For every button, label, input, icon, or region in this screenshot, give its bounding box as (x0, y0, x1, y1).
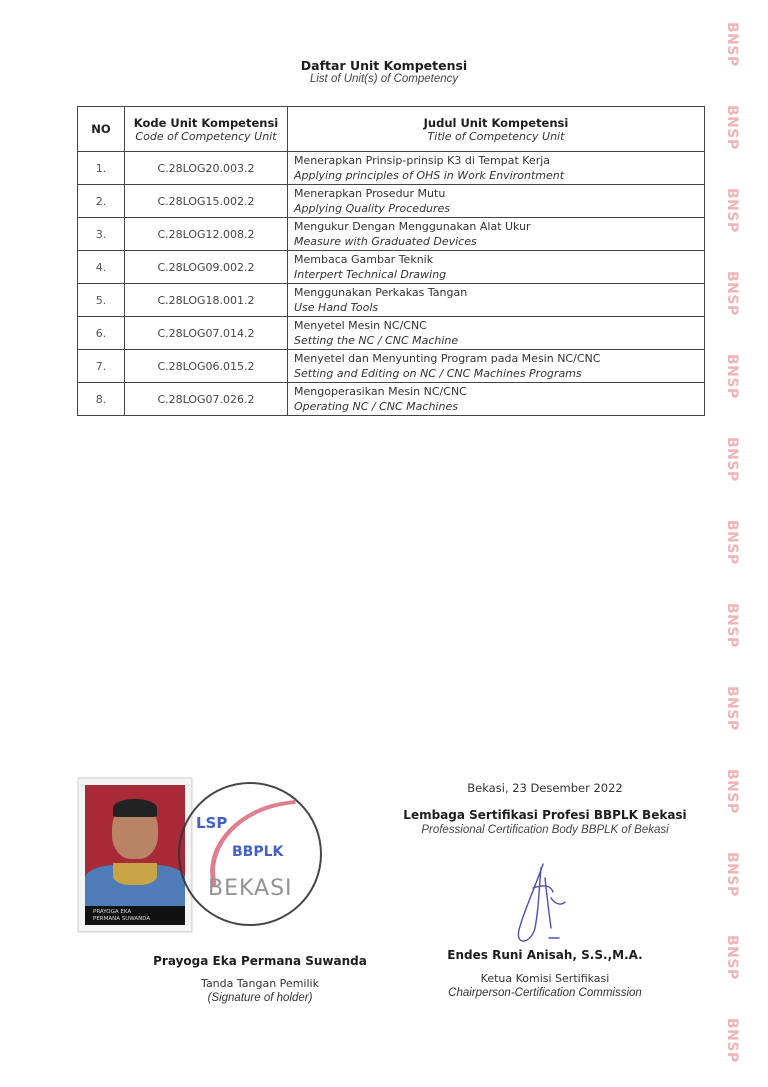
stamp-line3: BEKASI (208, 876, 293, 901)
bnsp-watermark: BNSP (724, 22, 740, 67)
photo-caption-line2: PERMANA SUWANDA (93, 916, 151, 922)
stamp-line1: LSP (196, 814, 228, 832)
bnsp-watermark: BNSP (724, 1018, 740, 1063)
holder-role: Tanda Tangan Pemilik (201, 977, 319, 990)
row-title-en: Applying Quality Procedures (294, 202, 451, 215)
row-title-en: Measure with Graduated Devices (294, 235, 477, 248)
holder-photo (85, 785, 185, 925)
signatory-role: Ketua Komisi Sertifikasi (480, 972, 610, 985)
photo-collar (113, 863, 157, 885)
header-code-id: Kode Unit Kompetensi (133, 115, 279, 130)
row-title (288, 185, 705, 218)
photo-caption-line1: PRAYOGA EKA (93, 909, 132, 915)
official-stamp (178, 782, 322, 926)
table-header-row (78, 107, 705, 152)
row-no: 4. (78, 251, 125, 284)
row-title (288, 284, 705, 317)
stamp-logo-arc-icon (201, 800, 305, 887)
row-code: C.28LOG12.008.2 (125, 218, 288, 251)
row-title-id: Menyetel dan Menyunting Program pada Mesin NC/CNC (294, 352, 601, 365)
table-row (78, 251, 705, 284)
bnsp-watermark: BNSP (724, 105, 740, 150)
row-title (288, 317, 705, 350)
table-row (78, 317, 705, 350)
row-title-id: Menggunakan Perkakas Tangan (294, 286, 468, 299)
bnsp-watermark: BNSP (724, 437, 740, 482)
row-title-id: Membaca Gambar Teknik (294, 253, 434, 266)
table-row (78, 218, 705, 251)
row-no: 5. (78, 284, 125, 317)
competency-table (77, 106, 705, 416)
table-row (78, 350, 705, 383)
row-code: C.28LOG15.002.2 (125, 185, 288, 218)
header-code-en: Code of Competency Unit (135, 129, 277, 143)
row-code: C.28LOG07.026.2 (125, 383, 288, 416)
photo-hair (113, 799, 157, 817)
row-title-en: Setting the NC / CNC Machine (294, 334, 459, 347)
row-title (288, 251, 705, 284)
issuer-org: Lembaga Sertifikasi Profesi BBPLK Bekasi (403, 808, 687, 822)
bnsp-watermark: BNSP (724, 852, 740, 897)
bnsp-watermark: BNSP (724, 188, 740, 233)
bnsp-watermark: BNSP (724, 935, 740, 980)
row-no: 2. (78, 185, 125, 218)
stamp-line2: BBPLK (232, 844, 284, 860)
header-title (288, 107, 705, 152)
page-title: Daftar Unit Kompetensi (300, 58, 468, 73)
row-title (288, 383, 705, 416)
bnsp-watermark: BNSP (724, 520, 740, 565)
row-title-en: Setting and Editing on NC / CNC Machines Programs (294, 367, 582, 380)
bnsp-watermark: BNSP (724, 603, 740, 648)
bnsp-watermark: BNSP (724, 686, 740, 731)
photo-caption (85, 906, 185, 925)
row-no: 6. (78, 317, 125, 350)
row-title-id: Mengukur Dengan Menggunakan Alat Ukur (294, 220, 531, 233)
header-title-en: Title of Competency Unit (427, 129, 565, 143)
header-no (78, 107, 125, 152)
row-title-id: Menerapkan Prosedur Mutu (294, 187, 446, 200)
row-no: 7. (78, 350, 125, 383)
bnsp-watermark: BNSP (724, 354, 740, 399)
signatory-role-en: Chairperson-Certification Commission (448, 987, 642, 999)
holder-name: Prayoga Eka Permana Suwanda (153, 954, 367, 968)
row-title-id: Menerapkan Prinsip-prinsip K3 di Tempat Kerja (294, 154, 551, 167)
bnsp-watermark: BNSP (724, 271, 740, 316)
header-no-label: NO (91, 122, 111, 136)
row-code: C.28LOG07.014.2 (125, 317, 288, 350)
row-title-en: Interpert Technical Drawing (294, 268, 447, 281)
signatory-name: Endes Runi Anisah, S.S.,M.A. (447, 948, 643, 962)
row-title (288, 218, 705, 251)
issue-date: Bekasi, 23 Desember 2022 (467, 781, 623, 795)
row-title-en: Use Hand Tools (294, 301, 379, 314)
table-row (78, 185, 705, 218)
row-code: C.28LOG09.002.2 (125, 251, 288, 284)
row-title-id: Mengoperasikan Mesin NC/CNC (294, 385, 467, 398)
bnsp-watermark: BNSP (724, 769, 740, 814)
header-title-id: Judul Unit Kompetensi (423, 115, 569, 130)
holder-role-en: (Signature of holder) (207, 992, 313, 1004)
header-code (125, 107, 288, 152)
row-code: C.28LOG18.001.2 (125, 284, 288, 317)
row-code: C.28LOG06.015.2 (125, 350, 288, 383)
row-title-en: Applying principles of OHS in Work Environtment (294, 169, 565, 182)
signature-icon (505, 858, 575, 948)
page-subtitle: List of Unit(s) of Competency (309, 73, 459, 85)
holder-photo-frame (78, 778, 192, 932)
row-title (288, 350, 705, 383)
issuer-org-en: Professional Certification Body BBPLK of Bekasi (421, 824, 669, 836)
row-title-en: Operating NC / CNC Machines (294, 400, 458, 413)
row-title-id: Menyetel Mesin NC/CNC (294, 319, 427, 332)
row-title (288, 152, 705, 185)
row-no: 1. (78, 152, 125, 185)
table-row (78, 152, 705, 185)
row-no: 8. (78, 383, 125, 416)
row-code: C.28LOG20.003.2 (125, 152, 288, 185)
table-row (78, 284, 705, 317)
row-no: 3. (78, 218, 125, 251)
table-row (78, 383, 705, 416)
